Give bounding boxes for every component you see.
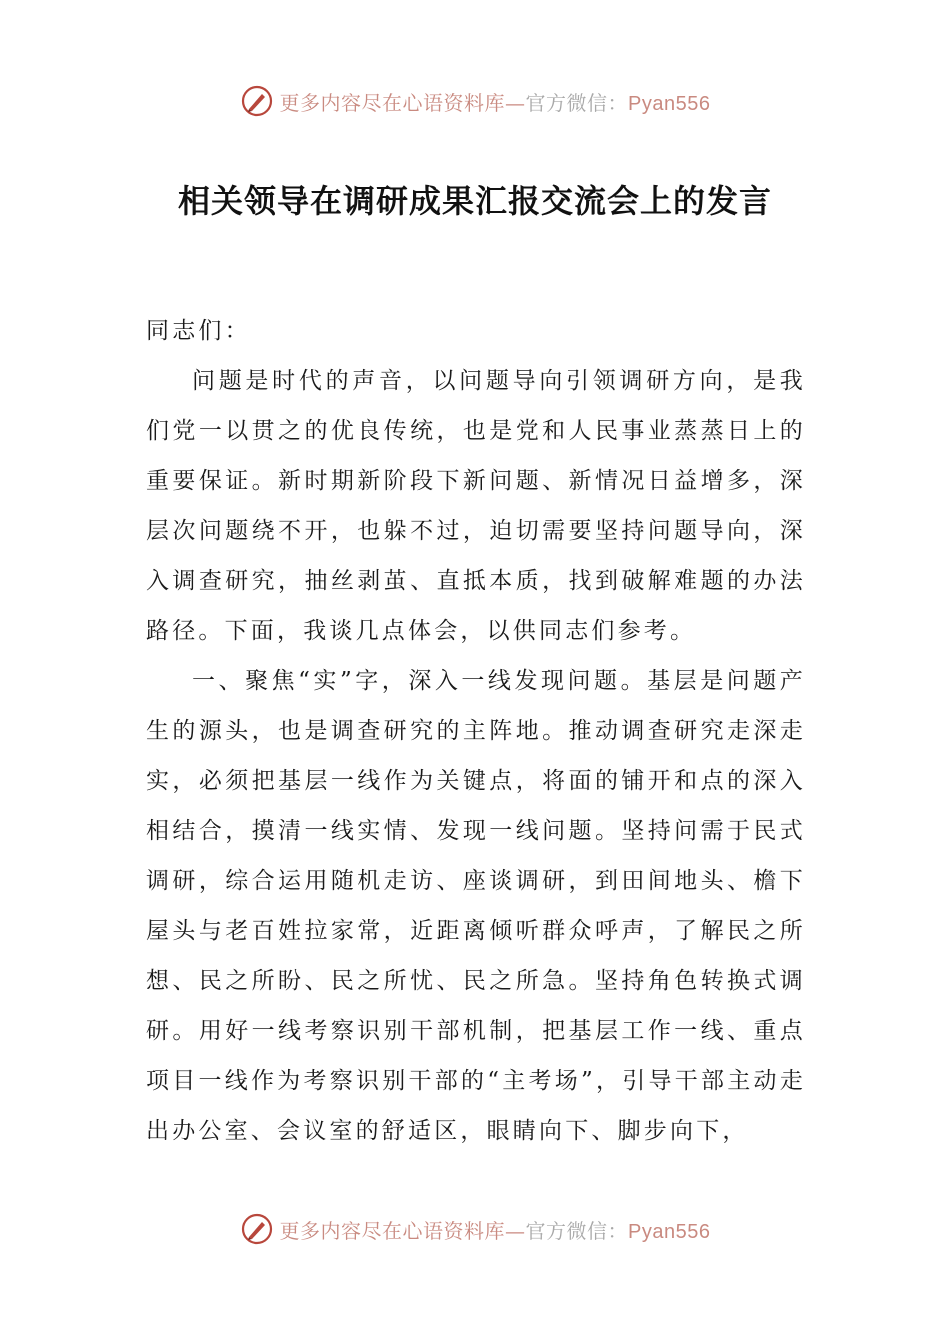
pen-logo-icon (240, 84, 274, 118)
banner-dash: — (505, 90, 526, 115)
banner-wechat-id: Pyan556 (628, 1220, 711, 1243)
banner-library-text: 更多内容尽在心语资料库 (279, 1218, 506, 1243)
header-banner (0, 84, 950, 118)
salutation: 同志们： (146, 318, 251, 344)
paragraph-section-one: 一、聚焦“实”字，深入一线发现问题。基层是问题产生的源头，也是调查研究的主阵地。推动调查研究走深走实，必须把基层一线作为关键点，将面的铺开和点的深入相结合，摸清一线实情、发现一线问题。坚持问需于民式调研，综合运用随机走访、座谈调研，到田间地头、檐下屋头与老百姓拉家常，近距离倾听群众呼声，了解民之所想、民之所盼、民之所忧、民之所急。坚持角色转换式调研。用好一线考察识别干部机制，把基层工作一线、重点项目一线作为考察识别干部的“主考场”，引导干部主动走出办公室、会议室的舒适区，眼睛向下、脚步向下， (146, 668, 806, 1144)
banner-wechat-id: Pyan556 (628, 92, 711, 115)
document-body (146, 306, 806, 1156)
document-title: 相关领导在调研成果汇报交流会上的发言 (177, 182, 772, 220)
banner-text (280, 1215, 711, 1244)
pen-logo-icon (240, 1212, 274, 1246)
banner-text (280, 87, 711, 116)
banner-wechat-label: 官方微信： (525, 1218, 629, 1243)
banner-wechat-label: 官方微信： (525, 90, 629, 115)
footer-banner (0, 1212, 950, 1246)
banner-library-text: 更多内容尽在心语资料库 (279, 90, 506, 115)
banner-dash: — (505, 1218, 526, 1243)
paragraph-intro: 问题是时代的声音，以问题导向引领调研方向，是我们党一以贯之的优良传统，也是党和人民事业蒸蒸日上的重要保证。新时期新阶段下新问题、新情况日益增多，深层次问题绕不开，也躲不过，迫切需要坚持问题导向，深入调查研究，抽丝剥茧、直抵本质，找到破解难题的办法路径。下面，我谈几点体会，以供同志们参考。 (146, 368, 806, 644)
